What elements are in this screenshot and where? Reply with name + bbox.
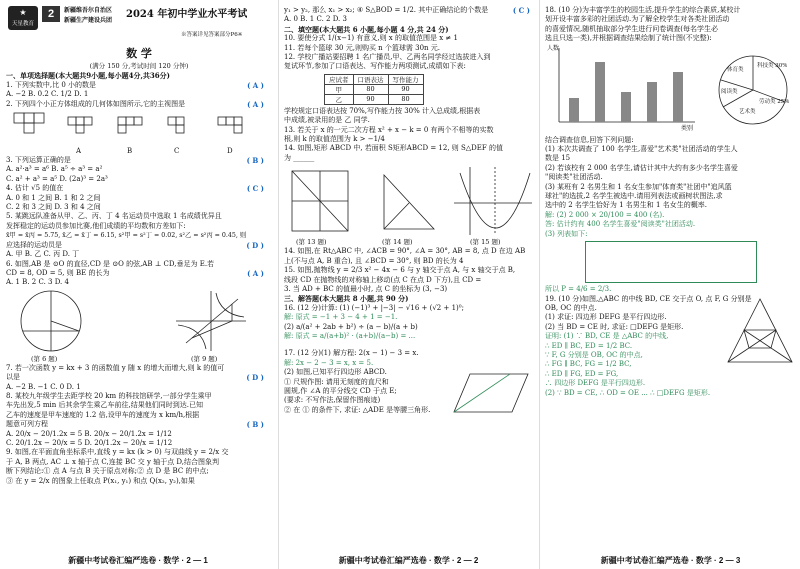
q9-line-1: 9. 如图,在平面直角坐标系中,直线 y = kx (k > 0) 与双曲线 y = 2/x 交	[6, 448, 229, 457]
q19-solution-5: ∴ ED ∥ FG, ED = FG,	[545, 369, 619, 378]
q18-line-7: 数是 15	[545, 154, 571, 163]
q9-line-4: ③ 在 y = 2/x 的图象上任取点 P(x₁, y₁) 和点 Q(x₂, y₂),如果	[6, 476, 195, 485]
q4-options-b: C. 2 和 3 之间 D. 3 和 4 之间	[6, 203, 101, 212]
q7-options: A. −2 B. −1 C. 0 D. 1	[6, 382, 81, 391]
table-row	[325, 94, 424, 104]
q1	[6, 81, 272, 90]
q18-line-5: 结合调查信息,回答下列问题:	[545, 135, 634, 144]
bar	[595, 62, 605, 122]
pie-label-yuedu: 阅读类	[721, 88, 738, 95]
q8-answer: ( B )	[246, 420, 264, 430]
parallelogram-figure	[452, 368, 532, 418]
pie-label-yishu: 艺术类	[739, 108, 756, 115]
q6-options: A. 1 B. 2 C. 3 D. 4	[6, 278, 69, 287]
q1-options: A. −2 B. 0.2 C. 1/2 D. 1	[6, 90, 89, 99]
q19-line-3: (1) 求证: 四边形 DEFG 是平行四边形.	[545, 313, 667, 322]
q3-options-a: A. a²·a³ = a⁶ B. a⁵ ÷ a³ = a²	[6, 165, 103, 174]
q17-part-2a: (2) 如图,已知平行四边形 ABCD.	[284, 368, 387, 377]
geometry-figures	[284, 163, 534, 237]
q4	[6, 184, 272, 193]
q9-continued: y₁ > y₂, 那么 x₁ > x₂; ④ S△BOD = 1/2. 其中正确结论的个数是	[284, 6, 489, 14]
q12-line-3: 学校规定口语表达按 70%,写作能力按 30% 计入总成绩,根据表	[284, 106, 481, 115]
table-cell: 甲	[325, 84, 354, 94]
bar	[569, 98, 579, 122]
probability-table	[585, 241, 757, 283]
q18-probability: 所以 P = 4/6 = 2/3.	[545, 285, 612, 294]
column-1	[0, 0, 276, 569]
score-table	[324, 74, 424, 105]
q18-line-11: 球社"的选拔,2 名学生被选中.请用列表法或画树状图法,求	[545, 192, 723, 201]
q10: 10. 要使分式 1/(x−1) 有意义,则 x 的取值范围是 x ≠ 1	[284, 34, 458, 43]
table-header: 写作能力	[388, 74, 423, 84]
q9-answer: ( C )	[512, 6, 530, 15]
q19-solution-4: ∴ FG ∥ BC, FG = 1/2 BC,	[545, 360, 632, 369]
q8-line-3: 乙车的速度是甲车速度的 1.2 倍,设甲车的速度为 x km/h,根据	[6, 410, 200, 419]
q2-answer: ( A )	[247, 99, 264, 109]
q3	[6, 156, 272, 165]
q19-line-2: OB, OC 的中点.	[545, 303, 597, 312]
q13-line-1: 13. 若关于 x 的一元二次方程 x² + x − k = 0 有两个不相等的实数	[284, 125, 494, 134]
q4-text: 4. 估计 √5 的值在	[6, 184, 64, 193]
q18-solution-1: 解: (2) 2 000 × 20/100 = 400 (名).	[545, 210, 665, 219]
q17-part-2e: ② 在 ① 的条件下, 求证: △ADE 是等腰三角形.	[284, 405, 431, 414]
q15-line-1: 15. 如图,抛物线 y = 2/3 x² − 4x − 6 与 y 轴交于点 A, 与 x 轴交于点 B,	[284, 266, 516, 275]
q2	[6, 100, 272, 109]
footer-page-2: 新疆中考试卷汇编严选卷 · 数学 · 2 — 2	[338, 556, 479, 565]
q18-line-3: 的喜爱情况,随机抽取部分学生进行问卷调查(每名学生必	[545, 24, 718, 33]
q18-line-8: (2) 若该校有 2 000 名学生,请估计其中大约有多少名学生喜爱	[545, 163, 738, 172]
q1-text: 1. 下列实数中,比 0 小的数是	[6, 80, 97, 89]
q18-line-9: "阅读类"社团活动.	[545, 173, 603, 182]
q14-line-1: 14. 如图,矩形 ABCD 中, 若面积 S矩形ABCD = 12, 则 S△DEF 的值	[284, 144, 503, 153]
table-cell: 乙	[325, 94, 354, 104]
paper-number: 2	[42, 6, 60, 22]
q3-text: 3. 下列运算正确的是	[6, 156, 71, 165]
q3-answer: ( B )	[246, 156, 264, 166]
header	[6, 4, 274, 44]
table-cell: 80	[388, 94, 423, 104]
q18-solution-3: (3) 列表如下:	[545, 229, 588, 238]
table-cell: 90	[353, 94, 388, 104]
q13-q15-figures	[284, 163, 534, 247]
bar-x-label: 类别	[681, 124, 694, 132]
q3-options-b: C. a² + a³ = a⁵ D. (2a)³ = 2a³	[6, 174, 108, 183]
triangle-figure	[725, 296, 795, 366]
q4-answer: ( C )	[246, 184, 264, 194]
q13-line-2: 根,则 k 的取值范围为 k > −1/4	[284, 135, 385, 144]
column-2	[280, 0, 537, 569]
pie-label-laodong: 劳动类 25%	[759, 98, 790, 105]
q16-solution-2: 解: 原式 = a/(a+b)² · (a+b)/(a−b) = ...	[284, 331, 416, 340]
bar	[621, 92, 631, 122]
q6-line-1: 6. 如图,AB 是 ⊙O 的直径,CD 是 ⊙O 的弦,AB ⊥ CD,垂足为 E.若	[6, 259, 215, 268]
table-cell: 90	[388, 84, 423, 94]
circle-figure	[6, 288, 272, 354]
q2-label-a: A	[76, 147, 82, 156]
q17-solution: 解: 2x − 2 − 3 = x, x = 5.	[284, 358, 374, 367]
q12-line-1: 12. 学校广播站要招聘 1 名广播员,甲、乙两名同学经过选拔进入到	[284, 53, 491, 62]
q18-solution-2: 答: 估计约有 400 名学生喜爱"阅读类"社团活动.	[545, 220, 696, 229]
q17-part-2d: (要求: 不写作法,保留作图痕迹)	[284, 396, 381, 405]
q17-part-2b: ① 尺规作图: 请用无刻度的直尺和	[284, 377, 389, 386]
q15-line-3: 3. 当 AD + BC 的值最小时, 点 C 的坐标为 (3, −3)	[284, 284, 448, 293]
q18-line-2: 划开设丰富多彩的社团活动.为了解全校学生对各类社团活动	[545, 15, 730, 24]
q19-solution-2: ∴ ED ∥ BC, ED = 1/2 BC.	[545, 341, 633, 350]
q2-text: 2. 下列四个小正方体组成的几何体如图所示,它的主视图是	[6, 99, 186, 108]
q5-line-3: x̄甲 = x̄丙 = 5.75, x̄乙 = x̄丁 = 6.15, s²甲 = s²丁 = 0.02, s²乙 = s²丙 = 0.45, 则	[6, 232, 247, 240]
q9-line-2: 于 A, B 两点, AC ⊥ x 轴于点 C,连接 BC 交 y 轴于点 D,结合图象判	[6, 457, 220, 466]
q19-solution-6: ∴ 四边形 DEFG 是平行四边形.	[545, 379, 646, 388]
fig14-caption: (第 14 题)	[382, 238, 413, 247]
q5-options: A. 甲 B. 乙 C. 丙 D. 丁	[6, 250, 80, 259]
table-header: 口语表达	[353, 74, 388, 84]
q18-charts	[545, 44, 797, 136]
section-1-title: 一、单项选择题(本大题共9小题,每小题4分,共36分)	[6, 71, 170, 81]
q16-part-2: (2) a/(a² + 2ab + b²) ÷ (a − b)/(a + b)	[284, 322, 418, 331]
q16-text: 16. (12 分)计算: (1) (−1)³ + |−3| − √16 + (√2 + 1)⁰;	[284, 303, 464, 312]
bar-y-label: 人数	[547, 44, 560, 52]
q18-line-1: 18. (10 分)为丰富学生的校园生活,提升学生的综合素质,某校计	[545, 6, 741, 14]
q4-options-a: A. 0 和 1 之间 B. 1 和 2 之间	[6, 193, 101, 202]
q5-line-1: 5. 某跳远队准备从甲、乙、丙、丁 4 名运动员中选取 1 名成绩优异且	[6, 212, 222, 221]
q17-text: 17. (12 分)(1) 解方程: 2(x − 1) − 3 = x.	[284, 349, 419, 358]
q19-solution-3: ∵ F, G 分别是 OB, OC 的中点,	[545, 350, 643, 359]
q7-answer: ( D )	[246, 373, 264, 383]
brand-name: 天星教育	[11, 21, 34, 27]
q5-line-4: 应选择的运动员是	[6, 240, 62, 249]
q2-label-b: B	[127, 147, 133, 156]
q2-label-c: C	[174, 147, 180, 156]
q2-label-d: D	[227, 147, 233, 156]
column-3	[541, 0, 800, 569]
q19-solution-1: 证明: (1) ∵ BD, CE 是 △ABC 的中线,	[545, 332, 669, 341]
q18-line-10: (3) 某班有 2 名男生和 1 名女生参加"体育类"社团中"追风篮	[545, 182, 732, 191]
q11: 11. 若每个篮球 30 元,则购买 n 个篮球需 30n 元.	[284, 43, 440, 52]
table-header: 应试者	[325, 74, 354, 84]
footer-page-1: 新疆中考试卷汇编严选卷 · 数学 · 2 — 1	[68, 556, 208, 565]
fig6-caption: (第 6 题)	[31, 354, 58, 363]
q17-part-2c: 圆规,作 ∠A 的平分线交 CD 于点 E;	[284, 386, 397, 395]
q19-line-1: 19. (10 分)如图,△ABC 的中线 BD, CE 交于点 O, 点 F, G 分别是	[545, 294, 752, 303]
footer-page-3: 新疆中考试卷汇编严选卷 · 数学 · 2 — 3	[600, 556, 741, 565]
bar-and-pie-chart	[545, 44, 797, 136]
q5-answer: ( D )	[246, 240, 264, 250]
q14-line-2: 为 ______	[284, 153, 315, 162]
q8-line-4: 题意可列方程	[6, 420, 48, 429]
q8-options-a: A. 20/x − 20/1.2x = 5 B. 20/x − 20/1.2x = 1/12	[6, 429, 172, 438]
hyperbola-figure	[176, 291, 246, 351]
q18-line-12: 选中的 2 名学生恰好为 1 名男生和 1 名女生的概率.	[545, 201, 707, 210]
q1-answer: ( A )	[247, 80, 264, 90]
q9-line-3: 断下列结论:① 点 A 与点 B 关于原点对称;② 点 D 是 BC 的中点;	[6, 467, 209, 476]
score-time: (满分 150 分,考试时间 120 分钟)	[89, 62, 189, 70]
exam-title: 2024 年初中学业水平考试	[126, 9, 248, 20]
bar	[673, 72, 683, 122]
fig15-caption: (第 15 题)	[470, 238, 501, 247]
q6-q9-figures	[6, 288, 272, 364]
q14b-line-1: 14. 如图,在 Rt△ABC 中, ∠ACB = 90°, ∠A = 30°, AB = 8, 点 D 在边 AB	[284, 247, 526, 256]
fig9-caption: (第 9 题)	[191, 354, 218, 363]
answer-hint: ※答案详见答案部分P6※	[181, 32, 243, 38]
subject-title: 数 学	[126, 47, 152, 60]
q7-line-2: 以是	[6, 373, 20, 382]
region-2: 新疆生产建设兵团	[64, 17, 113, 24]
q6-answer: ( A )	[247, 268, 264, 278]
q8-line-2: 车先出发,5 min 后其余学生乘乙车前往,结果他们同时到达.已知	[6, 401, 203, 410]
q12-line-2: 复试环节,参加了口语表达、写作能力两项测试,成绩如下表:	[284, 62, 466, 71]
divider	[278, 0, 279, 569]
fig13-caption: (第 13 题)	[296, 238, 327, 247]
bar	[647, 82, 657, 122]
pie-label-tiyu: 体育类	[727, 66, 744, 73]
q14b-line-2: 上(不与点 A, B 重合), 且 ∠BCD = 30°, 则 BD 的长为 4	[284, 256, 464, 265]
table-cell: 80	[353, 84, 388, 94]
q12-line-4: 中成绩,被录用的是 乙 同学.	[284, 116, 370, 125]
q5-line-2: 发挥稳定的运动员参加比赛,他们成绩的平均数和方差如下:	[6, 221, 186, 230]
q2-figures	[6, 109, 272, 143]
q15-line-2: 线段 CD 在抛物线的对称轴上移动(点 C 在点 D 下方),且 CD =	[284, 275, 482, 284]
q16-solution: 解: 原式 = −1 + 3 − 4 + 1 = −1.	[284, 313, 398, 322]
q6-line-2: CD = 8, OD = 5, 则 BE 的长为	[6, 268, 110, 277]
brand-logo: ★ 天星教育	[8, 6, 38, 30]
q8-line-1: 8. 某校九年级学生去距学校 20 km 的科技馆研学,一部分学生乘甲	[6, 391, 212, 400]
q7-line-1: 7. 若一次函数 y = kx + 3 的函数值 y 随 x 的增大而增大,则 k 的值可	[6, 363, 225, 372]
q9-options: A. 0 B. 1 C. 2 D. 3	[284, 15, 347, 24]
q19-solution-7: (2) ∵ BD = CE, ∴ OD = OE ... ∴ □DEFG 是矩形.	[545, 388, 711, 397]
q8-options-b: C. 20/1.2x − 20/x = 5 D. 20/1.2x − 20/x = 1/12	[6, 438, 173, 447]
q18-line-4: 选且只选一类),并根据调查结果绘制了统计图(不完整):	[545, 34, 712, 43]
region-1: 新疆维吾尔自治区	[64, 7, 113, 14]
q19-line-4: (2) 当 BD = CE 时, 求证: □DEFG 是矩形.	[545, 322, 684, 331]
section-2-title: 二、填空题(本大题共 6 小题,每小题 4 分,共 24 分)	[284, 24, 449, 34]
divider	[539, 0, 540, 569]
q18-line-6: (1) 本次共调查了 100 名学生,喜爱"艺术类"社团活动的学生人	[545, 145, 738, 154]
pie-label-keji: 科技类 30%	[757, 62, 788, 69]
table-row	[325, 84, 424, 94]
section-3-title: 三、解答题(本大题共 8 小题,共 90 分)	[284, 294, 409, 304]
